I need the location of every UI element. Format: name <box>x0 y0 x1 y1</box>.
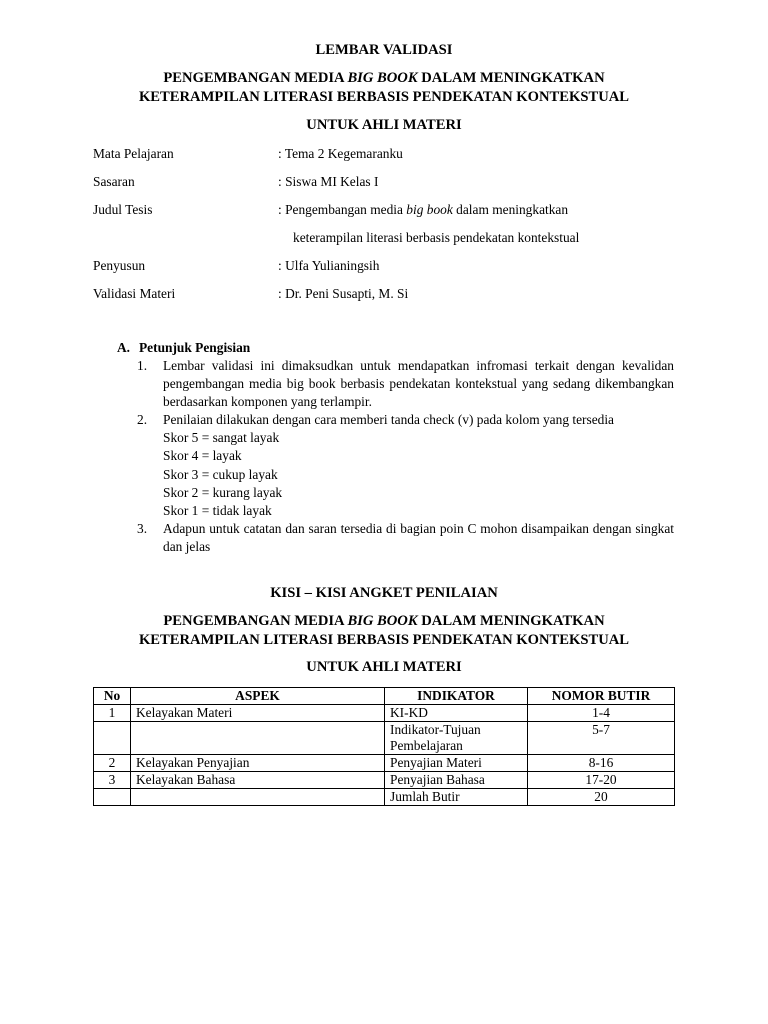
mata-pelajaran-value: : Tema 2 Kegemaranku <box>278 146 403 161</box>
table-row <box>94 789 675 806</box>
validasi-value: : Dr. Peni Susapti, M. Si <box>278 286 409 301</box>
heading-italic-text: BIG BOOK <box>347 70 418 86</box>
col-header-indikator: INDIKATOR <box>385 688 528 705</box>
heading2-line-1 <box>0 613 768 630</box>
skor-item: Skor 2 = kurang layak <box>163 484 283 500</box>
section-a-heading <box>117 340 250 356</box>
cell-nomor-butir: 8-16 <box>528 755 675 772</box>
table-row <box>94 772 675 789</box>
penyusun-value: : Ulfa Yulianingsih <box>278 258 380 273</box>
table-row <box>94 722 675 755</box>
cell-nomor-butir: 5-7 <box>528 722 675 755</box>
validasi-label: Validasi Materi <box>93 286 176 301</box>
table-row <box>94 705 675 722</box>
judul-value <box>278 202 568 218</box>
skor-item: Skor 1 = tidak layak <box>163 502 272 518</box>
col-header-aspek: ASPEK <box>131 688 385 705</box>
cell-nomor-butir: 1-4 <box>528 705 675 722</box>
item-number: 3. <box>137 520 148 536</box>
cell-indikator: Jumlah Butir <box>385 789 528 806</box>
cell-aspek <box>131 789 385 806</box>
col-header-nomor-butir: NOMOR BUTIR <box>528 688 675 705</box>
cell-no <box>94 789 131 806</box>
document-title: LEMBAR VALIDASI <box>315 42 453 58</box>
item-number: 2. <box>137 412 148 428</box>
heading-text: PENGEMBANGAN MEDIA <box>163 613 348 629</box>
skor-item: Skor 3 = cukup layak <box>163 466 278 482</box>
heading2-line-3: UNTUK AHLI MATERI <box>306 659 462 675</box>
heading-line-2: KETERAMPILAN LITERASI BERBASIS PENDEKATAN KONTEKSTUAL <box>138 89 630 105</box>
skor-item: Skor 4 = layak <box>163 448 242 464</box>
judul-text: : Pengembangan media <box>278 202 407 217</box>
heading-text: PENGEMBANGAN MEDIA <box>163 70 348 86</box>
cell-aspek: Kelayakan Bahasa <box>131 772 385 789</box>
section-title: Petunjuk Pengisian <box>139 340 251 355</box>
cell-no: 2 <box>94 755 131 772</box>
cell-indikator: Penyajian Materi <box>385 755 528 772</box>
sasaran-value: : Siswa MI Kelas I <box>278 174 379 189</box>
instruction-item <box>137 357 674 411</box>
cell-aspek <box>131 722 385 755</box>
heading-text: DALAM MENINGKATKAN <box>417 70 605 86</box>
col-header-no: No <box>94 688 131 705</box>
cell-nomor-butir: 17-20 <box>528 772 675 789</box>
kisi-title: KISI – KISI ANGKET PENILAIAN <box>270 585 498 601</box>
judul-italic-text: big book <box>406 202 453 217</box>
judul-text: dalam meningkatkan <box>452 202 569 217</box>
heading-line-3: UNTUK AHLI MATERI <box>306 117 462 133</box>
cell-aspek: Kelayakan Materi <box>131 705 385 722</box>
cell-nomor-butir: 20 <box>528 789 675 806</box>
heading-text: DALAM MENINGKATKAN <box>417 613 605 629</box>
instruction-item <box>137 520 674 556</box>
judul-value-line2: keterampilan literasi berbasis pendekatan kontekstual <box>293 230 580 245</box>
table-header-row <box>94 688 675 705</box>
mata-pelajaran-label: Mata Pelajaran <box>93 146 174 161</box>
judul-label: Judul Tesis <box>93 202 153 217</box>
heading-line-1 <box>0 70 768 87</box>
skor-item: Skor 5 = sangat layak <box>163 430 280 446</box>
cell-no: 3 <box>94 772 131 789</box>
kisi-table <box>93 687 675 806</box>
heading2-line-2: KETERAMPILAN LITERASI BERBASIS PENDEKATAN KONTEKSTUAL <box>138 632 630 648</box>
cell-indikator: KI-KD <box>385 705 528 722</box>
cell-no: 1 <box>94 705 131 722</box>
item-text: Penilaian dilakukan dengan cara memberi tanda check (v) pada kolom yang tersedia <box>163 412 615 428</box>
cell-no <box>94 722 131 755</box>
item-text: Lembar validasi ini dimaksudkan untuk mendapatkan infromasi terkait dengan kevalidan pengembangan media big book berbasis pendekatan kontekstual yang sedang dikembangkan berdasarkan komponen yang terlampir. <box>163 358 674 410</box>
cell-aspek: Kelayakan Penyajian <box>131 755 385 772</box>
cell-indikator: Indikator-Tujuan Pembelajaran <box>385 722 528 755</box>
instruction-item <box>137 411 674 520</box>
penyusun-label: Penyusun <box>93 258 146 273</box>
heading-italic-text: BIG BOOK <box>347 613 418 629</box>
table-row <box>94 755 675 772</box>
item-number: 1. <box>137 358 148 373</box>
instruction-list <box>137 357 674 556</box>
section-letter: A. <box>117 340 131 355</box>
item-text: Adapun untuk catatan dan saran tersedia di bagian poin C mohon disampaikan dengan singkat dan jelas <box>163 520 674 554</box>
sasaran-label: Sasaran <box>93 174 135 189</box>
cell-indikator: Penyajian Bahasa <box>385 772 528 789</box>
